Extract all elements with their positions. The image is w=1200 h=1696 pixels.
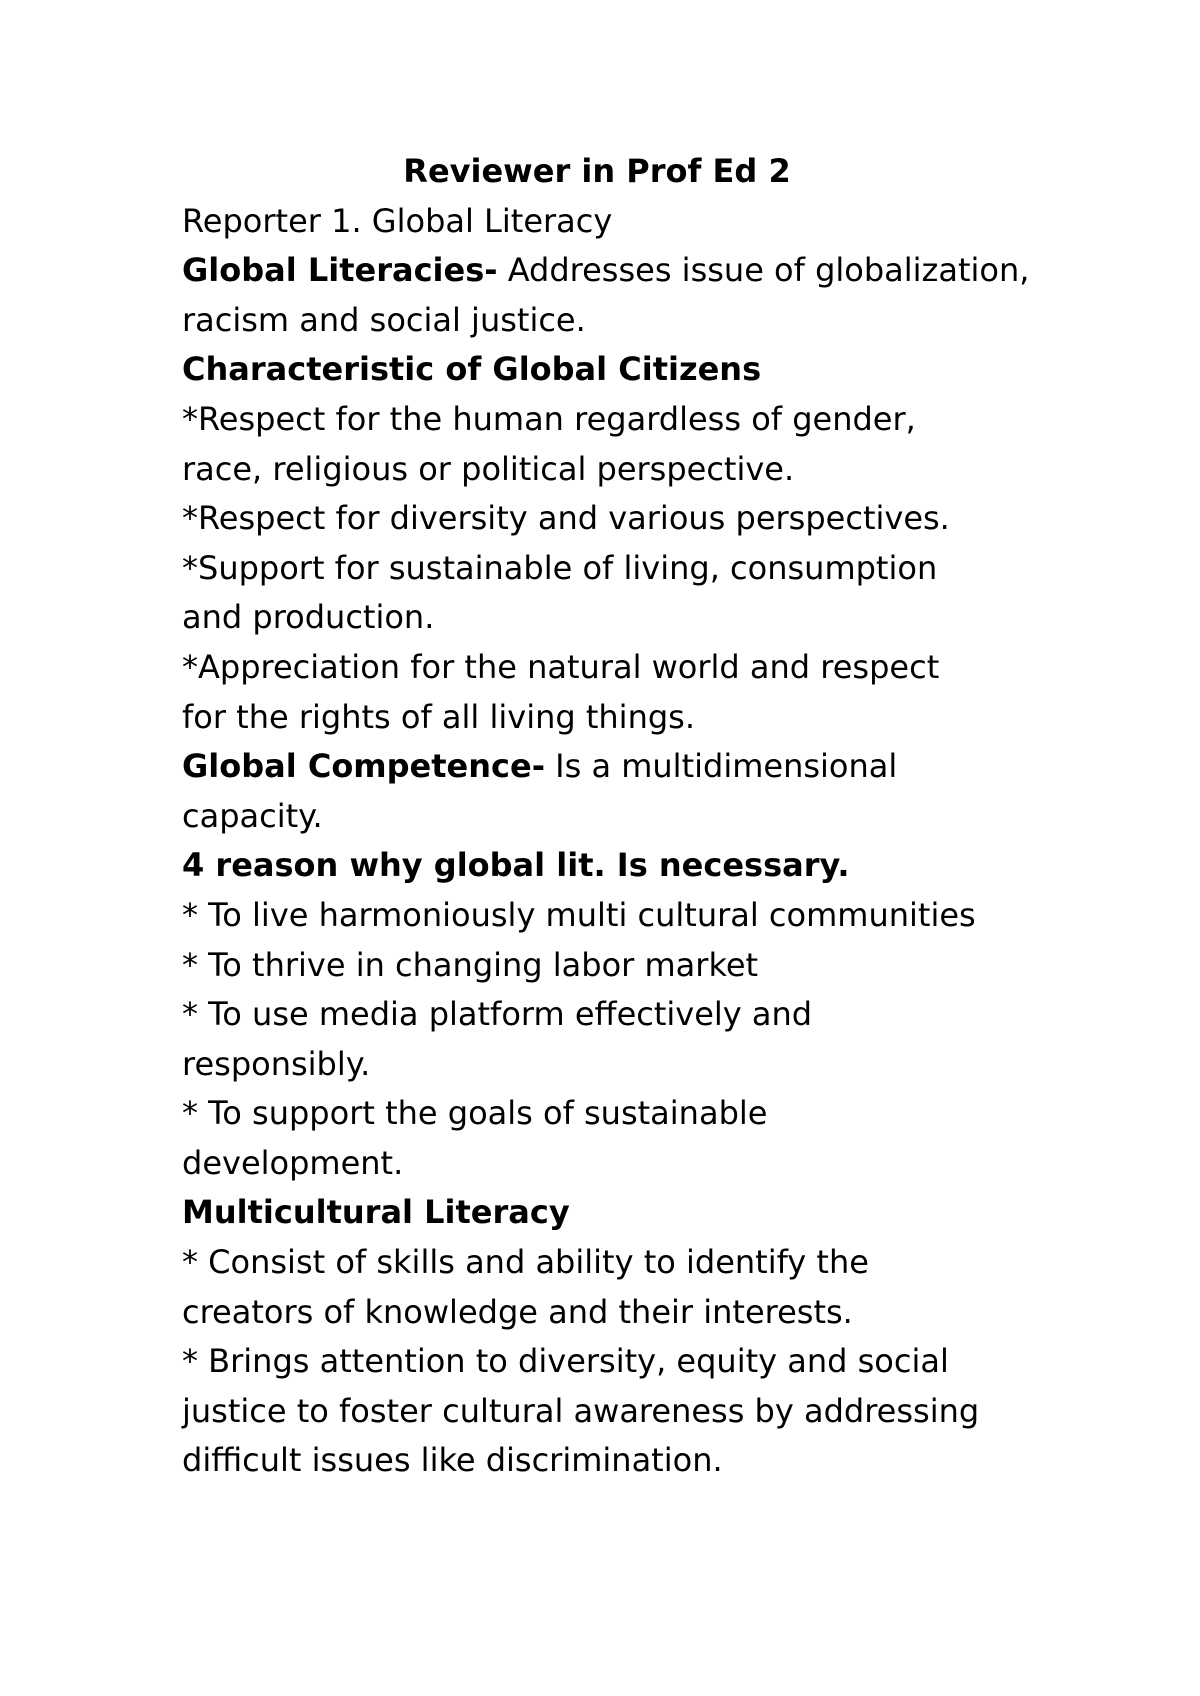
reasons-line: responsibly. — [182, 1044, 371, 1083]
multicultural-heading: Multicultural Literacy — [182, 1193, 570, 1232]
characteristics-line: *Support for sustainable of living, consumption — [182, 548, 938, 587]
global-literacies-term: Global Literacies- — [182, 251, 498, 290]
global-competence-def-2: capacity. — [182, 796, 323, 835]
characteristics-line: *Respect for diversity and various perspectives. — [182, 499, 950, 538]
characteristics-line: race, religious or political perspective. — [182, 449, 795, 488]
global-literacies-def-2: racism and social justice. — [182, 300, 586, 339]
reporter-line: Reporter 1. Global Literacy — [182, 201, 613, 240]
reasons-line: * To support the goals of sustainable — [182, 1094, 768, 1133]
characteristics-line: for the rights of all living things. — [182, 697, 695, 736]
characteristics-line: *Appreciation for the natural world and respect — [182, 647, 940, 686]
multicultural-line: creators of knowledge and their interests. — [182, 1292, 853, 1331]
reasons-heading: 4 reason why global lit. Is necessary. — [182, 846, 850, 885]
global-competence-definition — [182, 742, 1042, 792]
document-body — [182, 147, 1042, 1486]
characteristics-line: and production. — [182, 598, 435, 637]
reasons-line: development. — [182, 1143, 404, 1182]
document-title: Reviewer in Prof Ed 2 — [403, 152, 791, 190]
characteristics-heading: Characteristic of Global Citizens — [182, 350, 762, 389]
global-literacies-def-1: Addresses issue of globalization, — [497, 251, 1030, 290]
global-competence-term: Global Competence- — [182, 747, 545, 786]
global-literacies-definition — [182, 246, 1042, 296]
global-competence-def-1: Is a multidimensional — [544, 747, 898, 786]
reasons-line: * To live harmoniously multi cultural communities — [182, 895, 976, 934]
multicultural-line: * Brings attention to diversity, equity and social — [182, 1342, 949, 1381]
multicultural-line: justice to foster cultural awareness by addressing — [182, 1391, 980, 1430]
multicultural-line: * Consist of skills and ability to identify the — [182, 1243, 869, 1282]
characteristics-line: *Respect for the human regardless of gender, — [182, 399, 916, 438]
multicultural-line: difficult issues like discrimination. — [182, 1441, 723, 1480]
reasons-line: * To thrive in changing labor market — [182, 945, 759, 984]
reasons-line: * To use media platform effectively and — [182, 995, 813, 1034]
